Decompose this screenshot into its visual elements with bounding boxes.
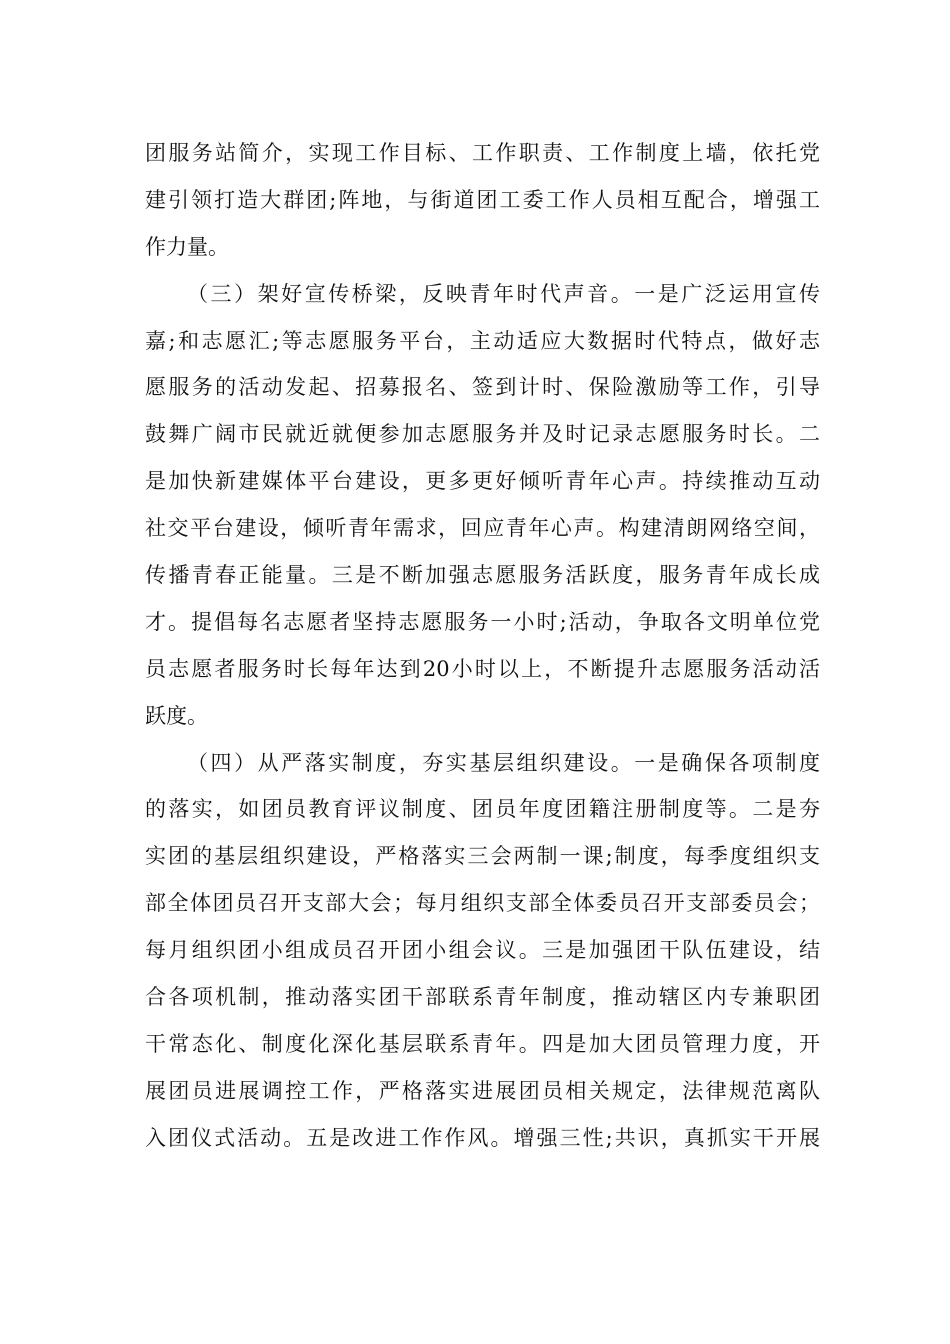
text-line: 作力量。 (145, 234, 229, 259)
text-line: 社交平台建设，倾听青年需求，回应青年心声。构建清朗网络空间， (145, 516, 820, 541)
paragraph-heading-three: （三）架好宣传桥梁，反映青年时代声音。一是广泛运用宣传 (187, 281, 820, 306)
body-text (145, 130, 820, 1162)
paragraph-heading-four: （四）从严落实制度，夯实基层组织建设。一是确保各项制度 (187, 750, 820, 775)
text-line: 嘉;和志愿汇;等志愿服务平台，主动适应大数据时代特点，做好志 (145, 328, 820, 353)
text-line: 才。提倡每名志愿者坚持志愿服务一小时;活动，争取各文明单位党 (145, 609, 820, 634)
text-line: 跃度。 (145, 703, 208, 728)
text-line: 干常态化、制度化深化基层联系青年。四是加大团员管理力度，开 (145, 1031, 820, 1056)
text-line: 每月组织团小组成员召开团小组会议。三是加强团干队伍建设，结 (145, 938, 820, 963)
text-line: 员志愿者服务时长每年达到20小时以上，不断提升志愿服务活动活 (145, 656, 820, 681)
text-line: 合各项机制，推动落实团干部联系青年制度，推动辖区内专兼职团 (145, 985, 820, 1010)
text-line: 团服务站简介，实现工作目标、工作职责、工作制度上墙，依托党 (145, 141, 820, 165)
text-line: 的落实，如团员教育评议制度、团员年度团籍注册制度等。二是夯 (145, 797, 820, 822)
text-line: 是加快新建媒体平台建设，更多更好倾听青年心声。持续推动互动 (145, 469, 820, 494)
text-line: 展团员进展调控工作，严格落实进展团员相关规定，法律规范离队 (145, 1078, 820, 1103)
text-line: 愿服务的活动发起、招募报名、签到计时、保险激励等工作，引导 (145, 375, 820, 400)
text-line: 建引领打造大群团;阵地，与街道团工委工作人员相互配合，增强工 (145, 187, 820, 212)
text-line: 入团仪式活动。五是改进工作作风。增强三性;共识，真抓实干开展 (145, 1125, 820, 1150)
text-line: 实团的基层组织建设，严格落实三会两制一课;制度，每季度组织支 (145, 844, 820, 869)
text-line: 部全体团员召开支部大会；每月组织支部全体委员召开支部委员会； (145, 891, 820, 916)
text-line: 鼓舞广阔市民就近就便参加志愿服务并及时记录志愿服务时长。二 (145, 422, 820, 447)
text-line: 传播青春正能量。三是不断加强志愿服务活跃度，服务青年成长成 (145, 563, 820, 588)
